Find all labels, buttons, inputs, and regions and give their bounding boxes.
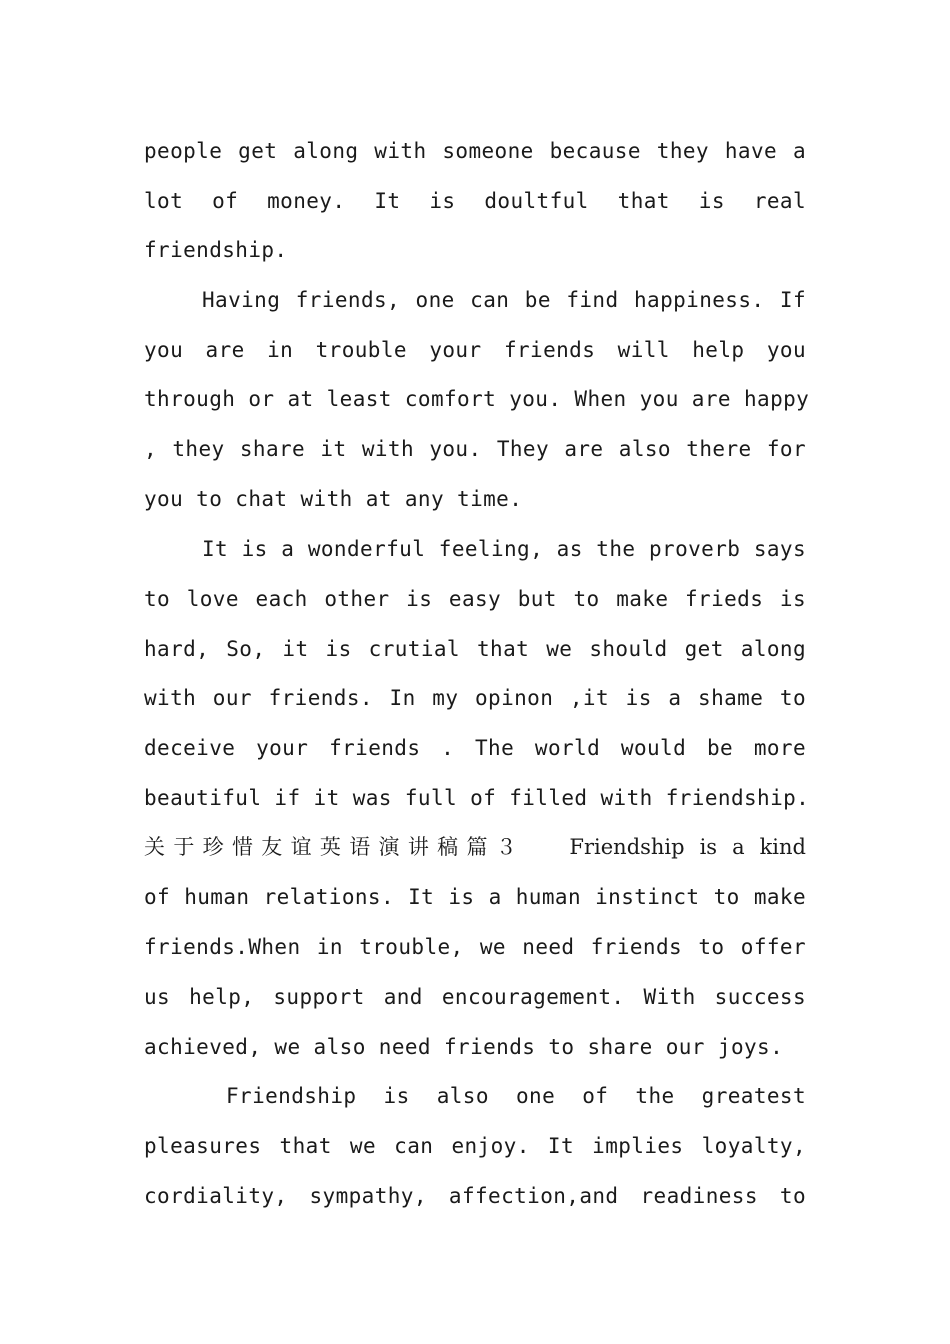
text-line: through or at least comfort you. When you are happy xyxy=(144,387,810,411)
text-line: you to chat with at any time. xyxy=(144,487,523,511)
text-line: beautiful if it was full of filled with friendship. xyxy=(144,786,810,810)
text-line: with our friends. In my opinon ,it is a shame to xyxy=(144,686,806,710)
text-line: you are in trouble your friends will help you xyxy=(144,338,806,362)
text-line: people get along with someone because they have a xyxy=(144,139,806,163)
text-line: to love each other is easy but to make frieds is xyxy=(144,587,806,611)
section-heading-line: 关于珍惜友谊英语演讲稿篇３ Friendship is a kind xyxy=(144,835,806,859)
text-line: hard, So, it is crutial that we should get along xyxy=(144,637,806,661)
text-line: pleasures that we can enjoy. It implies loyalty, xyxy=(144,1134,806,1158)
text-line: deceive your friends . The world would be more xyxy=(144,736,806,760)
text-line: us help, support and encouragement. With success xyxy=(144,985,806,1009)
text-line: Having friends, one can be find happiness. If xyxy=(202,288,806,312)
text-line: lot of money. It is doultful that is real xyxy=(144,189,806,213)
text-line: friendship. xyxy=(144,238,288,262)
text-line: Friendship is also one of the greatest xyxy=(226,1084,806,1108)
text-line: of human relations. It is a human instinct to make xyxy=(144,885,806,909)
text-line: friends.When in trouble, we need friends to offer xyxy=(144,935,806,959)
text-line: cordiality, sympathy, affection,and readiness to xyxy=(144,1184,806,1208)
text-line: It is a wonderful feeling, as the proverb says xyxy=(202,537,806,561)
text-line: achieved, we also need friends to share our joys. xyxy=(144,1035,784,1059)
text-line: , they share it with you. They are also there for xyxy=(144,437,806,461)
